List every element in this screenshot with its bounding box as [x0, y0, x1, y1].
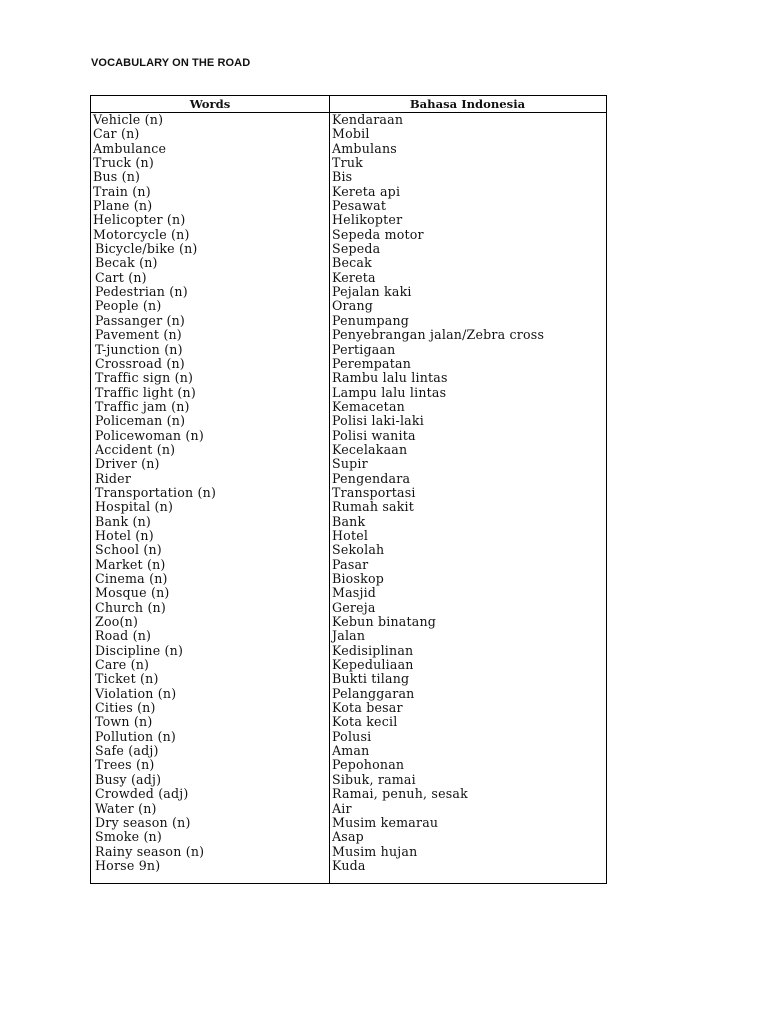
- translation-cell: Lampu lalu lintas: [332, 384, 447, 400]
- word-cell: Vehicle (n): [93, 112, 164, 127]
- table-row: [91, 758, 606, 772]
- word-cell: Policeman (n): [95, 413, 186, 429]
- table-row: [91, 845, 606, 859]
- translation-cell: Pejalan kaki: [332, 284, 412, 300]
- table-row: [91, 586, 606, 600]
- table-row: [91, 715, 606, 729]
- table-row: [91, 242, 606, 256]
- table-row: [91, 285, 606, 299]
- translation-cell: Mobil: [332, 126, 370, 142]
- translation-cell: Kendaraan: [332, 112, 404, 127]
- table-row: [91, 787, 606, 801]
- table-row: [91, 558, 606, 572]
- word-cell: Horse 9n): [95, 857, 161, 873]
- word-cell: Motorcycle (n): [93, 226, 190, 242]
- word-cell: Becak (n): [95, 255, 158, 271]
- translation-cell: Perempatan: [332, 355, 412, 371]
- word-cell: Crowded (adj): [95, 786, 189, 802]
- word-cell: Driver (n): [95, 456, 160, 472]
- translation-cell: Kota kecil: [332, 714, 398, 730]
- word-cell: Trees (n): [95, 757, 155, 773]
- word-cell: Care (n): [95, 657, 150, 673]
- word-cell: Traffic sign (n): [95, 370, 194, 386]
- translation-cell: Bioskop: [332, 571, 385, 586]
- translation-cell: Rambu lalu lintas: [332, 370, 448, 386]
- word-cell: Cinema (n): [95, 571, 168, 586]
- translation-cell: Kuda: [332, 857, 366, 873]
- word-cell: Crossroad (n): [95, 355, 185, 371]
- word-cell: Transportation (n): [95, 484, 217, 500]
- translation-cell: Sepeda motor: [332, 226, 424, 242]
- word-cell: Market (n): [95, 556, 166, 572]
- table-row: [91, 185, 606, 199]
- word-cell: Bank (n): [95, 513, 152, 529]
- translation-cell: Rumah sakit: [332, 499, 415, 515]
- table-row: [91, 213, 606, 227]
- translation-cell: Kota besar: [332, 700, 403, 716]
- table-row: [91, 744, 606, 758]
- translation-cell: Bis: [332, 169, 353, 185]
- translation-cell: Ambulans: [332, 140, 397, 156]
- translation-cell: Kedisiplinan: [332, 642, 414, 658]
- translation-cell: Musim kemarau: [332, 814, 439, 830]
- word-cell: Busy (adj): [95, 771, 162, 787]
- translation-cell: Sibuk, ramai: [332, 771, 416, 787]
- word-cell: Cities (n): [95, 700, 156, 716]
- table-row: [91, 802, 606, 816]
- table-row: [91, 472, 606, 486]
- table-row: [91, 113, 606, 127]
- word-cell: Cart (n): [95, 269, 147, 285]
- table-row: [91, 156, 606, 170]
- translation-cell: Asap: [332, 829, 364, 845]
- translation-cell: Bank: [332, 513, 366, 529]
- table-row: [91, 328, 606, 342]
- word-cell: Dry season (n): [95, 814, 191, 830]
- table-row: [91, 859, 606, 873]
- table-body: [91, 113, 606, 873]
- table-row: [91, 357, 606, 371]
- word-cell: Water (n): [95, 800, 157, 816]
- table-row: [91, 228, 606, 242]
- word-cell: Pollution (n): [95, 728, 177, 744]
- translation-cell: Kebun binatang: [332, 614, 437, 630]
- word-cell: T-junction (n): [95, 341, 183, 357]
- word-cell: Pavement (n): [95, 327, 182, 343]
- word-cell: Plane (n): [93, 198, 153, 214]
- word-cell: Traffic light (n): [95, 384, 196, 400]
- table-header-row: [91, 96, 606, 113]
- translation-cell: Pesawat: [332, 198, 387, 214]
- translation-cell: Becak: [332, 255, 372, 271]
- word-cell: Safe (adj): [95, 743, 159, 759]
- word-cell: Mosque (n): [95, 585, 170, 601]
- word-cell: Pedestrian (n): [95, 284, 188, 300]
- translation-cell: Ramai, penuh, sesak: [332, 786, 468, 802]
- table-row: [91, 500, 606, 514]
- translation-cell: Pasar: [332, 556, 369, 572]
- word-cell: Truck (n): [93, 155, 154, 171]
- table-row: [91, 658, 606, 672]
- table-row: [91, 486, 606, 500]
- translation-cell: Aman: [332, 743, 370, 759]
- table-row: [91, 443, 606, 457]
- translation-cell: Sepeda: [332, 241, 381, 257]
- header-bahasa-indonesia: Bahasa Indonesia: [409, 97, 526, 111]
- translation-cell: Orang: [332, 298, 374, 314]
- table-row: [91, 429, 606, 443]
- table-row: [91, 127, 606, 141]
- table-row: [91, 601, 606, 615]
- table-row: [91, 529, 606, 543]
- table-row: [91, 816, 606, 830]
- translation-cell: Kereta api: [332, 183, 401, 199]
- word-cell: Ambulance: [93, 140, 167, 156]
- translation-cell: Supir: [332, 456, 368, 472]
- table-row: [91, 629, 606, 643]
- word-cell: Hotel (n): [95, 527, 154, 543]
- translation-cell: Helikopter: [332, 212, 403, 228]
- word-cell: Train (n): [93, 183, 151, 199]
- translation-cell: Pepohonan: [332, 757, 405, 773]
- translation-cell: Penyebrangan jalan/Zebra cross: [332, 327, 545, 343]
- table-row: [91, 543, 606, 557]
- translation-cell: Pelanggaran: [332, 685, 415, 701]
- table-row: [91, 672, 606, 686]
- translation-cell: Jalan: [332, 628, 366, 644]
- translation-cell: Sekolah: [332, 542, 385, 558]
- translation-cell: Masjid: [332, 585, 377, 601]
- word-cell: Church (n): [95, 599, 166, 615]
- translation-cell: Pengendara: [332, 470, 411, 486]
- table-row: [91, 457, 606, 471]
- table-row: [91, 314, 606, 328]
- translation-cell: Bukti tilang: [332, 671, 410, 687]
- translation-cell: Air: [332, 800, 352, 816]
- word-cell: Policewoman (n): [95, 427, 204, 443]
- translation-cell: Kecelakaan: [332, 441, 408, 457]
- word-cell: Rainy season (n): [95, 843, 205, 859]
- table-row: [91, 701, 606, 715]
- word-cell: Zoo(n): [95, 614, 139, 630]
- table-row: [91, 256, 606, 270]
- translation-cell: Kereta: [332, 269, 376, 285]
- word-cell: Passanger (n): [95, 312, 186, 328]
- word-cell: Hospital (n): [95, 499, 174, 515]
- table-row: [91, 400, 606, 414]
- translation-cell: Truk: [332, 155, 363, 171]
- translation-cell: Kepeduliaan: [332, 657, 414, 673]
- table-row: [91, 572, 606, 586]
- word-cell: Ticket (n): [95, 671, 159, 687]
- translation-cell: Transportasi: [332, 484, 416, 500]
- translation-cell: Musim hujan: [332, 843, 418, 859]
- word-cell: School (n): [95, 542, 162, 558]
- word-cell: Town (n): [95, 714, 153, 730]
- table-row: [91, 615, 606, 629]
- table-row: [91, 386, 606, 400]
- translation-cell: Polisi laki-laki: [332, 413, 424, 429]
- vocabulary-table: [90, 95, 607, 884]
- word-cell: Bus (n): [93, 169, 141, 185]
- table-row: [91, 199, 606, 213]
- table-row: [91, 773, 606, 787]
- table-row: [91, 371, 606, 385]
- word-cell: Violation (n): [95, 685, 177, 701]
- word-cell: Rider: [95, 470, 132, 486]
- table-row: [91, 343, 606, 357]
- word-cell: People (n): [95, 298, 162, 314]
- table-row: [91, 515, 606, 529]
- table-row: [91, 414, 606, 428]
- table-row: [91, 644, 606, 658]
- word-cell: Helicopter (n): [93, 212, 186, 228]
- table-row: [91, 830, 606, 844]
- translation-cell: Polusi: [332, 728, 372, 744]
- word-cell: Smoke (n): [95, 829, 162, 845]
- table-row: [91, 687, 606, 701]
- translation-cell: Pertigaan: [332, 341, 396, 357]
- translation-cell: Polisi wanita: [332, 427, 416, 443]
- word-cell: Bicycle/bike (n): [95, 241, 198, 257]
- word-cell: Discipline (n): [95, 642, 184, 658]
- table-row: [91, 271, 606, 285]
- table-row: [91, 730, 606, 744]
- translation-cell: Gereja: [332, 599, 376, 615]
- table-row: [91, 299, 606, 313]
- word-cell: Car (n): [93, 126, 140, 142]
- header-words: Words: [189, 97, 231, 111]
- table-row: [91, 142, 606, 156]
- translation-cell: Hotel: [332, 527, 369, 543]
- translation-cell: Penumpang: [332, 312, 410, 328]
- table-row: [91, 170, 606, 184]
- document-title: VOCABULARY ON THE ROAD: [91, 57, 251, 69]
- word-cell: Road (n): [95, 628, 152, 644]
- translation-cell: Kemacetan: [332, 398, 405, 414]
- word-cell: Traffic jam (n): [95, 398, 190, 414]
- word-cell: Accident (n): [95, 441, 176, 457]
